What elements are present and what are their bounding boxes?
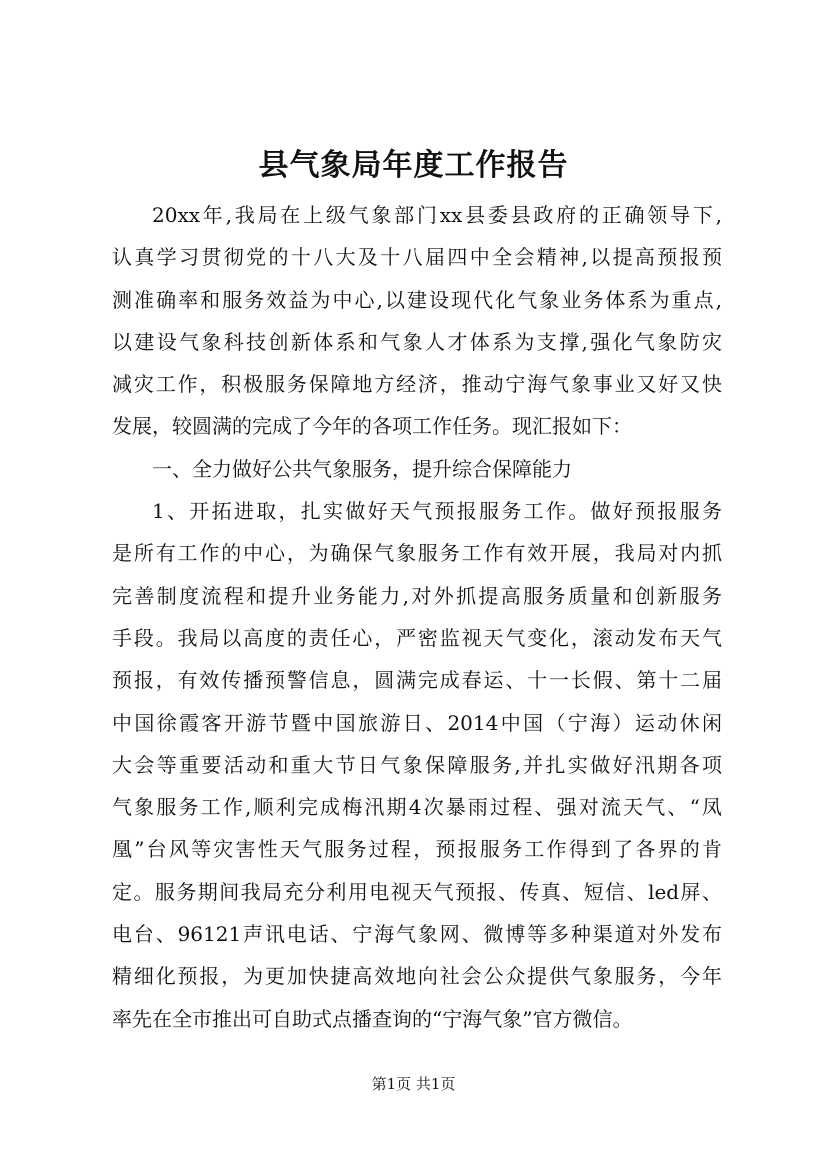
- paragraph-line: 定。服务期间我局充分利用电视天气预报、传真、短信、led屏、: [112, 879, 722, 904]
- paragraph-line: 发展，较圆满的完成了今年的各项工作任务。现汇报如下：: [112, 414, 632, 439]
- document-body: [112, 194, 722, 1040]
- document-title: 县气象局年度工作报告: [258, 148, 569, 183]
- paragraph-line: 电台、96121声讯电话、宁海气象网、微博等多种渠道对外发布: [112, 922, 722, 947]
- paragraph-line: 1、开拓进取，扎实做好天气预报服务工作。做好预报服务: [152, 499, 722, 524]
- paragraph-line: 大会等重要活动和重大节日气象保障服务,并扎实做好汛期各项: [112, 752, 722, 777]
- paragraph-line: 精细化预报，为更加快捷高效地向社会公众提供气象服务，今年: [112, 964, 722, 989]
- paragraph-line: 是所有工作的中心，为确保气象服务工作有效开展，我局对内抓: [112, 541, 722, 566]
- page-footer: 第1页 共1页: [371, 1075, 456, 1093]
- paragraph-line: 减灾工作，积极服务保障地方经济，推动宁海气象事业又好又快: [112, 372, 722, 397]
- paragraph-line: 认真学习贯彻党的十八大及十八届四中全会精神,以提高预报预: [112, 245, 722, 270]
- paragraph-line: 气象服务工作,顺利完成梅汛期4次暴雨过程、强对流天气、“凤: [112, 795, 722, 820]
- paragraph-line: 以建设气象科技创新体系和气象人才体系为支撑,强化气象防灾: [112, 329, 722, 354]
- section-heading: 一、全力做好公共气象服务，提升综合保障能力: [152, 456, 572, 481]
- paragraph-line: 预报，有效传播预警信息，圆满完成春运、十一长假、第十二届: [112, 668, 722, 693]
- paragraph-line: 凰”台风等灾害性天气服务过程，预报服务工作得到了各界的肯: [112, 837, 722, 862]
- paragraph-line: 完善制度流程和提升业务能力,对外抓提高服务质量和创新服务: [112, 583, 722, 608]
- paragraph-line: 中国徐霞客开游节暨中国旅游日、2014中国（宁海）运动休闲: [112, 710, 722, 735]
- paragraph-line: 20xx年,我局在上级气象部门xx县委县政府的正确领导下,: [152, 203, 722, 227]
- paragraph-line: 率先在全市推出可自助式点播查询的“宁海气象”官方微信。: [112, 1006, 633, 1031]
- paragraph-line: 测准确率和服务效益为中心,以建设现代化气象业务体系为重点,: [112, 287, 722, 312]
- paragraph-line: 手段。我局以高度的责任心，严密监视天气变化，滚动发布天气: [112, 625, 722, 650]
